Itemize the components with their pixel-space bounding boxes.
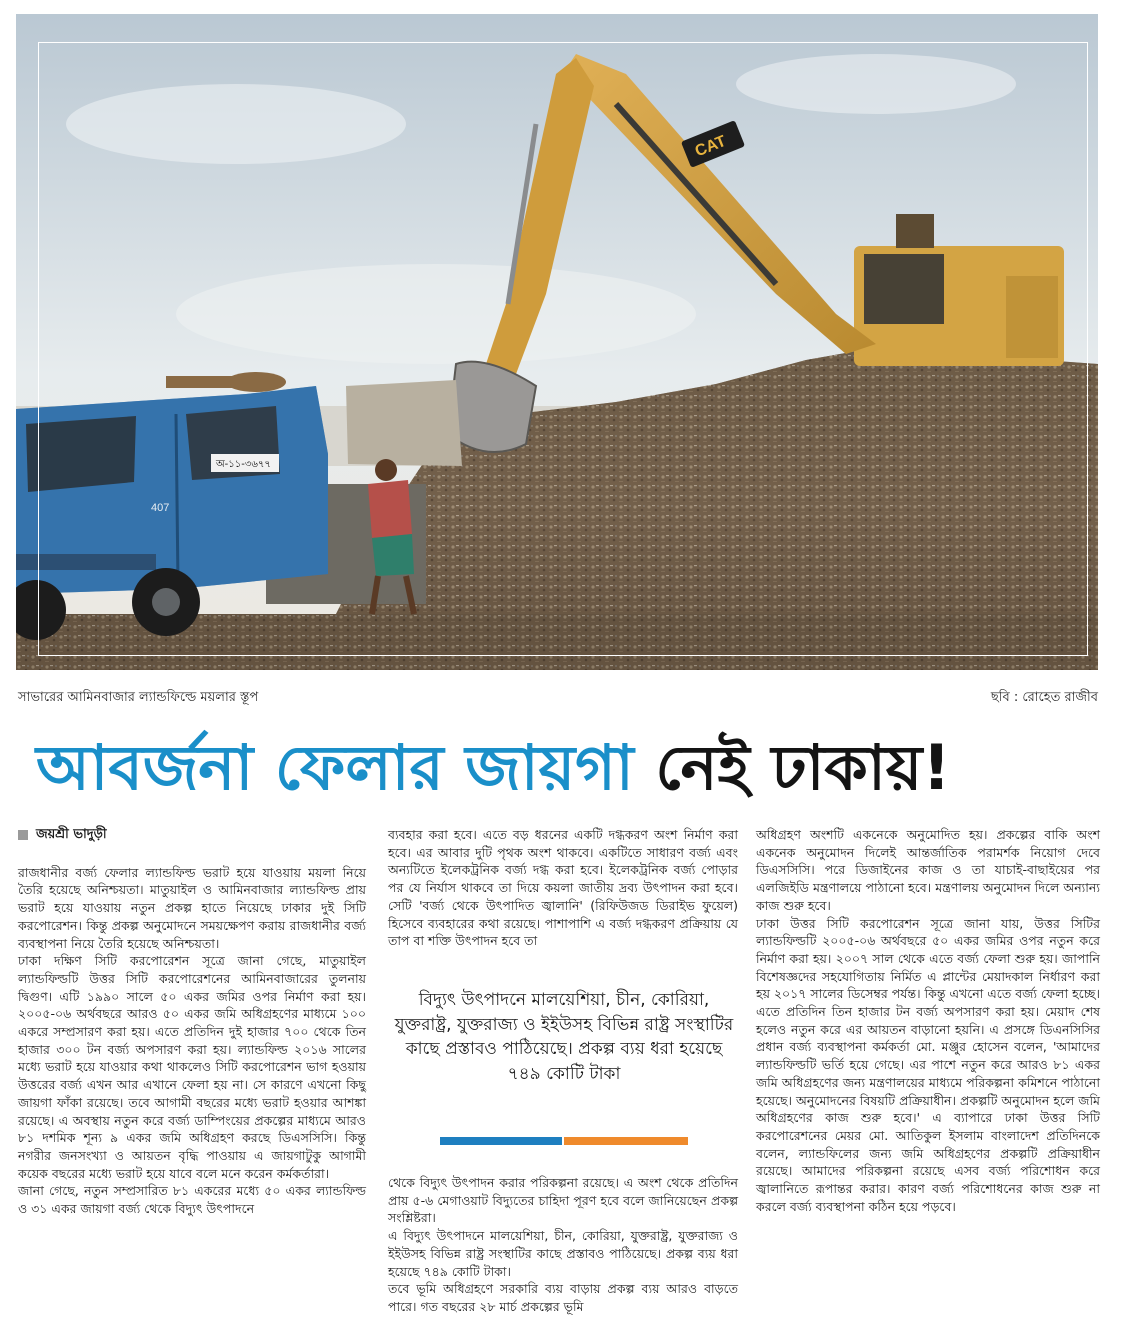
truck-number-text: 407 (151, 502, 170, 514)
news-photo (16, 14, 1098, 670)
byline-author: জয়শ্রী ভাদুড়ী (36, 827, 107, 842)
photo-caption: সাভারের আমিনবাজার ল্যান্ডফিল্ডে ময়লার স্তূপ (18, 690, 259, 705)
paragraph: তবে ভূমি অধিগ্রহণে সরকারি ব্যয় বাড়ায় প্রকল্প ব্যয় আরও বাড়তে পারে। গত বছরের ২৮ মার্চ প্রকল্পের ভূমি (388, 1281, 738, 1314)
landfill-excavator-illustration (16, 14, 1098, 670)
paragraph: ব্যবহার করা হবে। এতে বড় ধরনের একটি দগ্ধকরণ অংশ নির্মাণ করা হবে। এর আবার দুটি পৃথক অংশ থাকবে। একটিতে সাধারণ বর্জ্য এবং অন্যটিতে ইলেকট্রনিক বর্জ্য দগ্ধ করা হবে। ইলেকট্রনিক বর্জ্য পোড়ার পর যে নির্যাস থাকবে তা দিয়ে কয়লা জাতীয় দ্রব্য উৎপাদন করা হবে। সেটি 'বর্জ্য থেকে উৎপাদিত জ্বালানি' (রিফিউজড ডিরাইভ ফুয়েল) হিসেবে ব্যবহারের কথা রয়েছে। পাশাপাশি এ বর্জ্য দগ্ধকরণ প্রক্রিয়ায় যে তাপ বা শক্তি উৎপাদন হবে তা (388, 827, 738, 949)
paragraph: থেকে বিদ্যুৎ উৎপাদন করার পরিকল্পনা রয়েছে। এ অংশ থেকে প্রতিদিন প্রায় ৫-৬ মেগাওয়াট বিদ্যুতের চাহিদা পূরণ হবে বলে জানিয়েছেন প্রকল্প সংশ্লিষ্টরা। (388, 1175, 738, 1226)
paragraph: এ বিদ্যুৎ উৎপাদনে মালয়েশিয়া, চীন, কোরিয়া, যুক্তরাষ্ট্র, যুক্তরাজ্য ও ইইউসহ বিভিন্ন রাষ্ট্র সংস্থাটির কাছে প্রস্তাবও পাঠিয়েছে। প্রকল্প ব্যয় ধরা হয়েছে ৭৪৯ কোটি টাকা। (388, 1228, 738, 1279)
truck-plate-text: অ-১১-৩৬৭৭ (216, 459, 271, 470)
article-column-3 (756, 826, 1100, 1215)
headline-part-black: নেই ঢাকায়! (655, 731, 951, 804)
paragraph: অধিগ্রহণ অংশটি একনেকে অনুমোদিত হয়। প্রকল্পের বাকি অংশ একনেক অনুমোদন দিলেই আন্তর্জাতিক পরামর্শক নিয়োগ দেবে ডিএসসিসি। পরে ডিজাইনের কাজ ও তা যাচাই-বাছাইয়ের পর এলজিইডি মন্ত্রণালয়ে পাঠানো হবে। মন্ত্রণালয় অনুমোদন দিলে অন্যান্য কাজ শুরু হবে। (756, 827, 1100, 913)
byline-square-icon (18, 830, 28, 840)
pull-quote: বিদ্যুৎ উৎপাদনে মালয়েশিয়া, চীন, কোরিয়া, যুক্তরাষ্ট্র, যুক্তরাজ্য ও ইইউসহ বিভিন্ন রাষ্ট্র সংস্থাটির কাছে প্রস্তাবও পাঠিয়েছে। প্রকল্প ব্যয় ধরা হয়েছে ৭৪৯ কোটি টাকা (394, 990, 734, 1084)
column-2-continued (388, 1174, 738, 1316)
article-column-2 (388, 826, 738, 1314)
pull-quote-bar-blue (440, 1137, 562, 1145)
cat-logo-text: CAT (692, 132, 729, 161)
byline (18, 826, 366, 844)
paragraph: রাজধানীর বর্জ্য ফেলার ল্যান্ডফিল্ড ভরাট হয়ে যাওয়ায় ময়লা নিয়ে তৈরি হয়েছে অনিশ্চয়তা। মাতুয়াইল ও আমিনবাজার ল্যান্ডফিল্ড প্রায় ভরাট হয়ে যাওয়ায় নতুন প্রকল্প হাতে নিয়েছে ঢাকার দুই সিটি করপোরেশন। কিন্তু প্রকল্প অনুমোদনে সময়ক্ষেপণ করায় রাজধানীর বর্জ্য ব্যবস্থাপনা নিয়ে তৈরি হয়েছে অনিশ্চয়তা। (18, 864, 366, 951)
article-column-1 (18, 826, 366, 1218)
paragraph: জানা গেছে, নতুন সম্প্রসারিত ৮১ একরের মধ্যে ৫০ একর ল্যান্ডফিল্ড ও ৩১ একর জায়গা বর্জ্য থেকে বিদ্যুৎ উৎপাদনে (18, 1183, 366, 1217)
headline-part-blue: আবর্জনা ফেলার জায়গা (36, 731, 634, 804)
headline (36, 722, 951, 814)
paragraph: ঢাকা দক্ষিণ সিটি করপোরেশন সূত্রে জানা গেছে, মাতুয়াইল ল্যান্ডফিল্ডটি উত্তর সিটি করপোরেশনের আমিনবাজারের তুলনায় দ্বিগুণ। এটি ১৯৯০ সালে ৫০ একর জমির ওপর নির্মাণ করা হয়। ২০০৫-০৬ অর্থবছরে আরও ৫০ একর জমি অধিগ্রহণের মাধ্যমে ১০০ একরে সম্প্রসারণ করা হয়। এতে প্রতিদিন দুই হাজার ৭০০ থেকে তিন হাজার ৩০০ টন বর্জ্য অপসারণ করা হয়। ল্যান্ডফিল্ড ২০১৬ সালের মধ্যে ভরাট হয়ে যাওয়ার কথা থাকলেও সিটি করপোরেশন ভাগ হওয়ায় উত্তরের বর্জ্য এখন আর এখানে ফেলা হয় না। সে কারণে এখনো কিছু জায়গা ফাঁকা রয়েছে। তবে আগামী বছরের মধ্যে ভরাট হওয়ার আশঙ্কা রয়েছে। এ অবস্থায় নতুন করে বর্জ্য ডাম্পিংয়ের প্রকল্পের মাধ্যমে আরও ৮১ দশমিক শূন্য ৯ একর জমি অধিগ্রহণ করছে ডিএসসিসি। কিন্তু নগরীর জনসংখ্যা ও আয়তন বৃদ্ধি পাওয়ায় এ জায়গাটুকু আগামী কয়েক বছরের মধ্যে ভরাট হয়ে যাবে বলে মনে করেন কর্মকর্তারা। (18, 953, 366, 1181)
photo-credit: ছবি : রোহেত রাজীব (990, 690, 1098, 705)
paragraph: ঢাকা উত্তর সিটি করপোরেশন সূত্রে জানা যায়, উত্তর সিটির ল্যান্ডফিল্ডটি ২০০৫-০৬ অর্থবছরে ৫০ একর জমির ওপর নতুন করে নির্মাণ করা হয়। ২০০৭ সাল থেকে এতে বর্জ্য ফেলা শুরু হয়। জাপানি বিশেষজ্ঞদের সহযোগিতায় নির্মিত এ প্লান্টের মেয়াদকাল নির্ধারণ করা হয় ২০১৭ সালের ডিসেম্বর পর্যন্ত। কিন্তু এখনো এতে বর্জ্য ফেলা হচ্ছে। এতে প্রতিদিন তিন হাজার টন বর্জ্য অপসারণ করা হয়। মেয়াদ শেষ হলেও নতুন করে এর আয়তন বাড়ানো হয়নি। এ প্রসঙ্গে ডিএনসিসির প্রধান বর্জ্য ব্যবস্থাপনা কর্মকর্তা মো. মঞ্জুর হোসেন বলেন, 'আমাদের ল্যান্ডফিল্ডটি ভর্তি হয়ে গেছে। এর পাশে নতুন করে আরও ৮১ একর জমি অধিগ্রহণের জন্য মন্ত্রণালয়ের মাধ্যমে পরিকল্পনা কমিশনে পাঠানো হয়েছে। অনুমোদনের বিষয়টি প্রক্রিয়াধীন। প্রকল্পটি অনুমোদন হলে জমি অধিগ্রহণের কাজ শুরু হবে।' এ ব্যাপারে ঢাকা উত্তর সিটি করপোরেশনের মেয়র মো. আতিকুল ইসলাম বাংলাদেশ প্রতিদিনকে বলেন, ল্যান্ডফিলের জন্য জমি অধিগ্রহণের প্রকল্পটি প্রক্রিয়াধীন রয়েছে। আমাদের পরিকল্পনা রয়েছে এসব বর্জ্য পরিশোধন করে জ্বালানিতে রূপান্তর করার। কারণ বর্জ্য পরিশোধনের কাজ শুরু না করলে বর্জ্য ব্যবস্থাপনা কঠিন হয়ে পড়বে। (756, 915, 1100, 1214)
pull-quote-bar-orange (564, 1137, 688, 1145)
